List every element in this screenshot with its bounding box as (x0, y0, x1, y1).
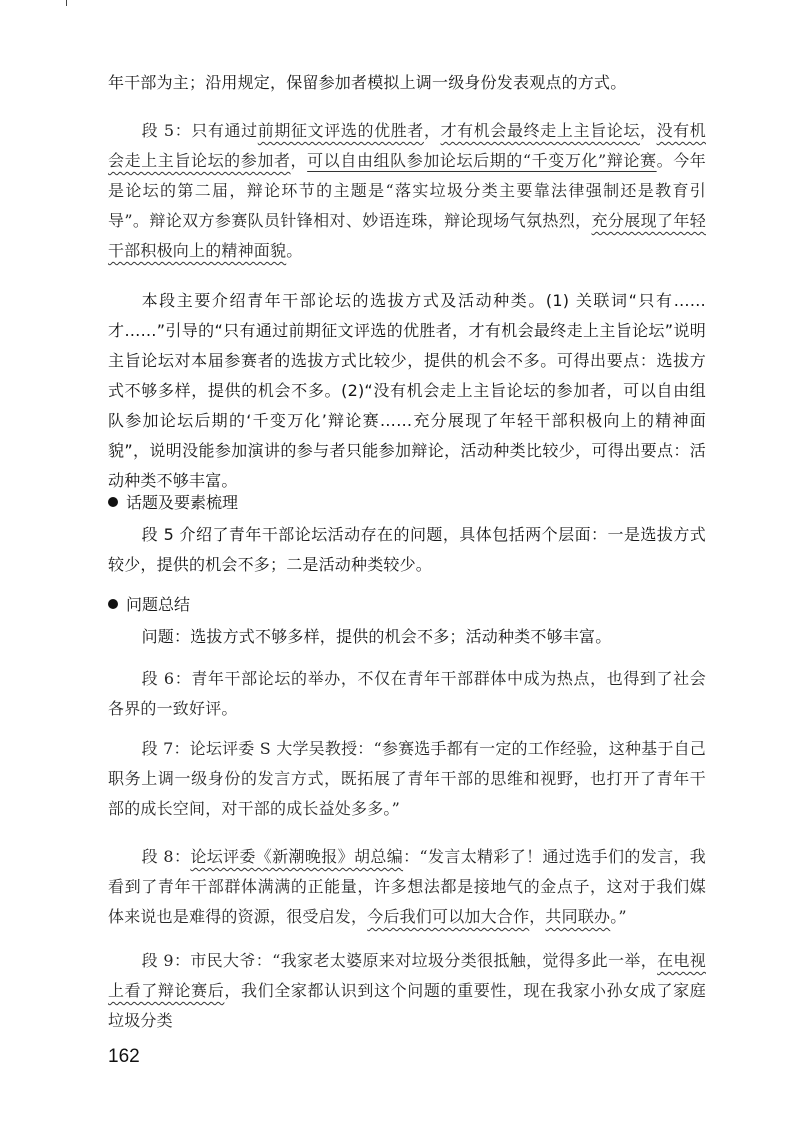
p5-s3: ， (423, 121, 441, 140)
p9-s2: 在电视上看了辩论赛后 (108, 951, 706, 1000)
p5-s1: 段 5：只有通过 (141, 121, 258, 140)
p8-s2: 论坛评委《新潮晚报》胡总编 (190, 847, 404, 866)
p9-s3: ，我们全家都认识到这个问题的重要性，现在我家小孙女成了家庭垃圾分类 (108, 981, 706, 1030)
bullet-topic-label: 话题及要素梳理 (126, 493, 239, 512)
bullet-dot-icon (108, 497, 118, 507)
p8-s1: 段 8： (141, 847, 191, 866)
analysis-paragraph: 本段主要介绍青年干部论坛的选拔方式及活动种类。(1) 关联词“只有……才……”引导的“只有通过前期征文评选的优胜者，才有机会最终走上主旨论坛”说明主旨论坛对本届参赛者的选拔方式比较少，提供的机会不多。可得出要点：选拔方式不够多样，提供的机会不多。(2)“没有机会走上主旨论坛的参加者，可以自由组队参加论坛后期的‘千变万化’辩论赛……充分展现了年轻干部积极向上的精神面貌”，说明没能参加演讲的参与者只能参加辩论，活动种类比较少，可得出要点：活动种类不够丰富。 (108, 291, 706, 490)
p5-s2: 前期征文评选的优胜者 (257, 121, 424, 140)
p5-s9: 。今年是论坛的第二届，辩论环节的主题是“落实垃圾分类主要靠法律强制还是教育引导”。辩论双方参赛队员针锋相对、妙语连珠，辩论现场气氛热烈， (108, 151, 706, 230)
p8-s7: 。” (610, 907, 627, 926)
p8-s3: ：“发言太精彩了！通过选手们的发言，我看到了青年干部群体满满的正能量，许多想法都是接地气的金点子，这对于我们媒体来说也是难得的资源，很受启发， (108, 847, 706, 926)
p8-s5: ， (529, 907, 546, 926)
paragraph-9 (108, 946, 706, 1036)
bullet-dot-icon (108, 599, 118, 609)
p5-s7: ， (290, 151, 308, 170)
p5-s8: 可以自由组队参加论坛后期的“千变万化”辩论赛 (307, 151, 657, 170)
summary-paragraph: 段 5 介绍了青年干部论坛活动存在的问题，具体包括两个层面：一是选拔方式较少，提供的机会不多；二是活动种类较少。 (108, 525, 706, 574)
p5-s4: 才有机会最终走上主旨论坛 (440, 121, 640, 140)
paragraph-6: 段 6：青年干部论坛的举办，不仅在青年干部群体中成为热点，也得到了社会各界的一致好评。 (108, 669, 706, 718)
problem-paragraph: 问题：选拔方式不够多样，提供的机会不多；活动种类不够丰富。 (141, 627, 612, 646)
p5-s10: 充分展现了年轻干部积极向上的精神面貌 (108, 211, 706, 260)
p5-s11: 。 (286, 241, 303, 260)
bullet-topic (108, 488, 706, 518)
p8-s6: 共同联办 (545, 907, 611, 926)
p5-s6: 没有机会走上主旨论坛的参加者 (108, 121, 706, 170)
bullet-problem-label: 问题总结 (126, 595, 191, 614)
paragraph-8 (108, 842, 706, 932)
bullet-problem (108, 590, 706, 620)
scan-mark (66, 0, 67, 6)
p8-s4: 今后我们可以加大合作 (367, 907, 530, 926)
p9-s1: 段 9：市民大爷：“我家老太婆原来对垃圾分类很抵触，觉得多此一举， (141, 951, 658, 970)
continuation-line: 年干部为主；沿用规定，保留参加者模拟上调一级身份发表观点的方式。 (108, 73, 627, 92)
paragraph-7: 段 7：论坛评委 S 大学吴教授：“参赛选手都有一定的工作经验，这种基于自己职务上调一级身份的发言方式，既拓展了青年干部的思维和视野，也打开了青年干部的成长空间，对干部的成长益处多多。” (108, 739, 706, 818)
paragraph-5 (108, 116, 706, 266)
p5-s5: ， (639, 121, 657, 140)
page-number: 162 (108, 1046, 140, 1067)
